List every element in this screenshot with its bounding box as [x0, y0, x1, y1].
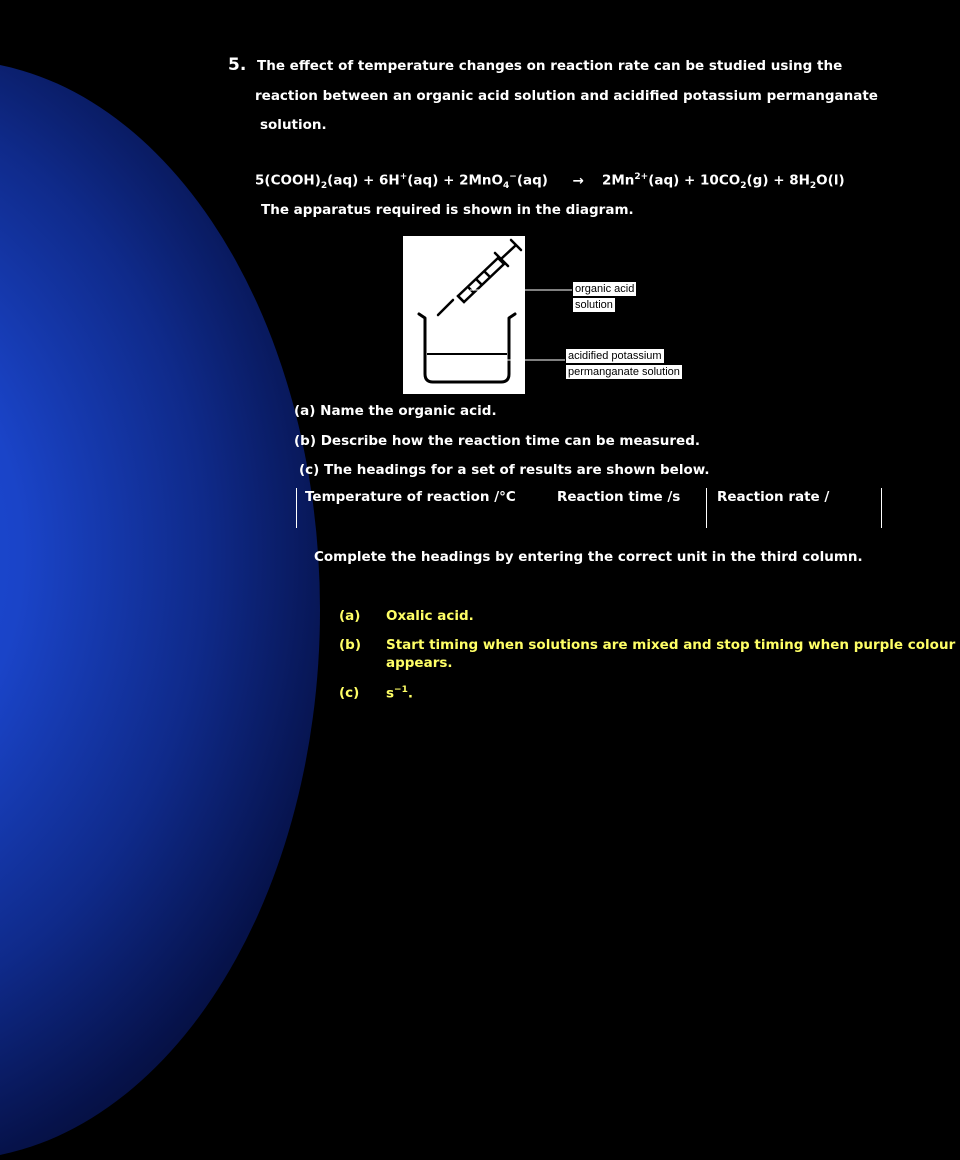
label-text: acidified potassium — [568, 350, 662, 362]
label-leader-lines — [440, 280, 580, 370]
answer-c-text — [386, 685, 413, 702]
table-header-time: Reaction time /s — [557, 489, 681, 505]
answer-a-text: Oxalic acid. — [386, 608, 474, 624]
eq-sub: 2 — [740, 181, 747, 192]
label-permanganate-solution — [565, 364, 683, 380]
intro-line-3: solution. — [260, 117, 327, 133]
eq-part: (aq) + 2MnO — [407, 172, 503, 189]
answer-a-label: (a) — [339, 608, 361, 624]
answer-b-text-1: Start timing when solutions are mixed and stop timing when purple colour — [386, 637, 956, 653]
answer-c-label: (c) — [339, 685, 360, 701]
arrow-icon: → — [572, 172, 584, 189]
part-b: (b) Describe how the reaction time can be measured. — [294, 433, 701, 449]
table-header-temperature: Temperature of reaction /°C — [305, 489, 516, 505]
eq-sub: 2 — [320, 181, 328, 192]
answer-b-text-2: appears. — [386, 655, 453, 671]
question-number: 5. — [228, 55, 247, 75]
label-text: permanganate solution — [568, 366, 680, 378]
question-line-1 — [228, 55, 842, 75]
label-organic-acid — [572, 281, 637, 297]
apparatus-text: The apparatus required is shown in the diagram. — [261, 202, 634, 218]
results-table — [296, 488, 882, 528]
intro-line-1: The effect of temperature changes on reaction rate can be studied using the — [257, 58, 843, 74]
answer-c-sup: −1 — [394, 685, 408, 695]
eq-sup: − — [509, 172, 517, 182]
intro-line-2: reaction between an organic acid solution and acidified potassium permanganate — [255, 88, 878, 104]
eq-sup: 2+ — [634, 172, 649, 182]
eq-part: 5(COOH) — [255, 172, 321, 189]
eq-part: (aq) + 6H — [327, 172, 400, 189]
eq-part: O(l) — [816, 172, 845, 189]
eq-sup: + — [399, 172, 408, 182]
answer-c-unit: s — [386, 685, 395, 702]
eq-part: (g) + 8H — [746, 172, 810, 189]
instruction: Complete the headings by entering the correct unit in the third column. — [314, 549, 863, 565]
label-acidified-potassium — [565, 348, 665, 364]
table-header-rate: Reaction rate / — [717, 489, 830, 505]
answer-c-end: . — [407, 685, 413, 702]
eq-part: (aq) + 10CO — [648, 172, 741, 189]
label-organic-acid-solution — [572, 297, 616, 313]
eq-sub: 4 — [503, 181, 510, 192]
eq-part: (aq) — [516, 172, 548, 189]
label-text: organic acid — [575, 283, 635, 295]
eq-part: 2Mn — [601, 172, 635, 189]
part-a: (a) Name the organic acid. — [294, 403, 497, 419]
part-c: (c) The headings for a set of results are shown below. — [299, 462, 710, 478]
label-text: solution — [575, 299, 613, 311]
chemical-equation — [255, 172, 845, 191]
table-divider — [706, 488, 707, 528]
eq-sub: 2 — [809, 181, 817, 192]
answer-b-label: (b) — [339, 637, 362, 653]
